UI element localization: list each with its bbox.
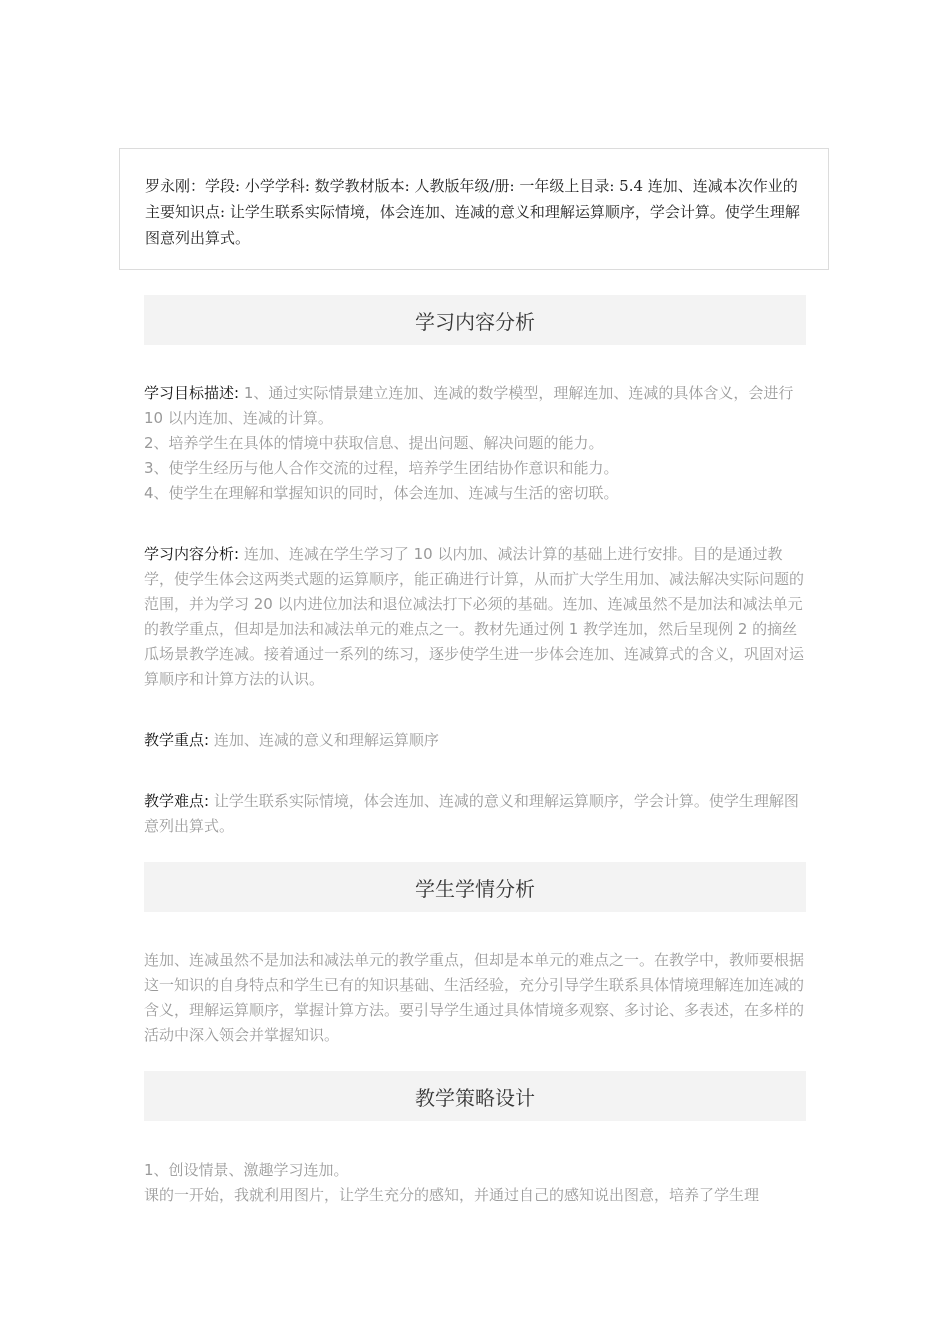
section-title-text: 学习内容分析 [415,309,535,334]
difficulty-label: 教学难点: [144,792,210,810]
student-analysis-block [144,948,808,1048]
strategy-block [144,1158,808,1208]
strategy-line-2: 课的一开始，我就利用图片，让学生充分的感知，并通过自己的感知说出图意，培养了学生理 [144,1186,760,1204]
section-title-text: 学生学情分析 [415,876,535,901]
lesson-info-text: 罗永刚：学段: 小学学科: 数学教材版本: 人教版年级/册: 一年级上目录: 5.4 连加、连减本次作业的主要知识点: 让学生联系实际情境，体会连加、连减的意义和理解运算顺序，学会计算。使学生理解图意列出算式。 [145,177,800,247]
key-point-label: 教学重点: [144,731,210,749]
goal-line-2: 2、培养学生在具体的情境中获取信息、提出问题、解决问题的能力。 [144,434,604,452]
lesson-info-box [119,148,829,270]
content-text: 连加、连减在学生学习了 10 以内加、减法计算的基础上进行安排。目的是通过教学，使学生体会这两类式题的运算顺序，能正确进行计算，从而扩大学生用加、减法解决实际问题的范围，并为学习 20 以内进位加法和退位减法打下必须的基础。连加、连减虽然不是加法和减法单元的教学重点，但却是加法和减法单元的难点之一。教材先通过例 1 教学连加，然后呈现例 2 的摘丝瓜场景教学连减。接着通过一系列的练习，逐步使学生进一步体会连加、连减算式的含义，巩固对运算顺序和计算方法的认识。 [144,545,805,688]
section-title-student-analysis [144,862,806,912]
goal-line-3: 3、使学生经历与他人合作交流的过程，培养学生团结协作意识和能力。 [144,459,619,477]
key-point-block [144,728,808,753]
content-label: 学习内容分析: [144,545,240,563]
section-title-strategy [144,1071,806,1121]
difficulty-text: 让学生联系实际情境，体会连加、连减的意义和理解运算顺序，学会计算。使学生理解图意列出算式。 [144,792,799,835]
learning-goals-block [144,381,808,506]
goal-line-1 [144,381,808,431]
key-point-text: 连加、连减的意义和理解运算顺序 [209,731,439,749]
student-analysis-text: 连加、连减虽然不是加法和减法单元的教学重点，但却是本单元的难点之一。在教学中，教师要根据这一知识的自身特点和学生已有的知识基础、生活经验，充分引导学生联系具体情境理解连加连减的含义，理解运算顺序，掌握计算方法。要引导学生通过具体情境多观察、多讨论、多表述，在多样的活动中深入领会并掌握知识。 [144,951,805,1044]
goals-label: 学习目标描述: [144,384,240,402]
goal-text-1: 1、通过实际情景建立连加、连减的数学模型，理解连加、连减的具体含义，会进行 10 以内连加、连减的计算。 [144,384,794,427]
strategy-line-1: 1、创设情景、激趣学习连加。 [144,1161,349,1179]
content-analysis-block [144,542,808,692]
difficulty-block [144,789,808,839]
goal-line-4: 4、使学生在理解和掌握知识的同时，体会连加、连减与生活的密切联。 [144,484,619,502]
section-title-content-analysis [144,295,806,345]
section-title-text: 教学策略设计 [415,1085,535,1110]
